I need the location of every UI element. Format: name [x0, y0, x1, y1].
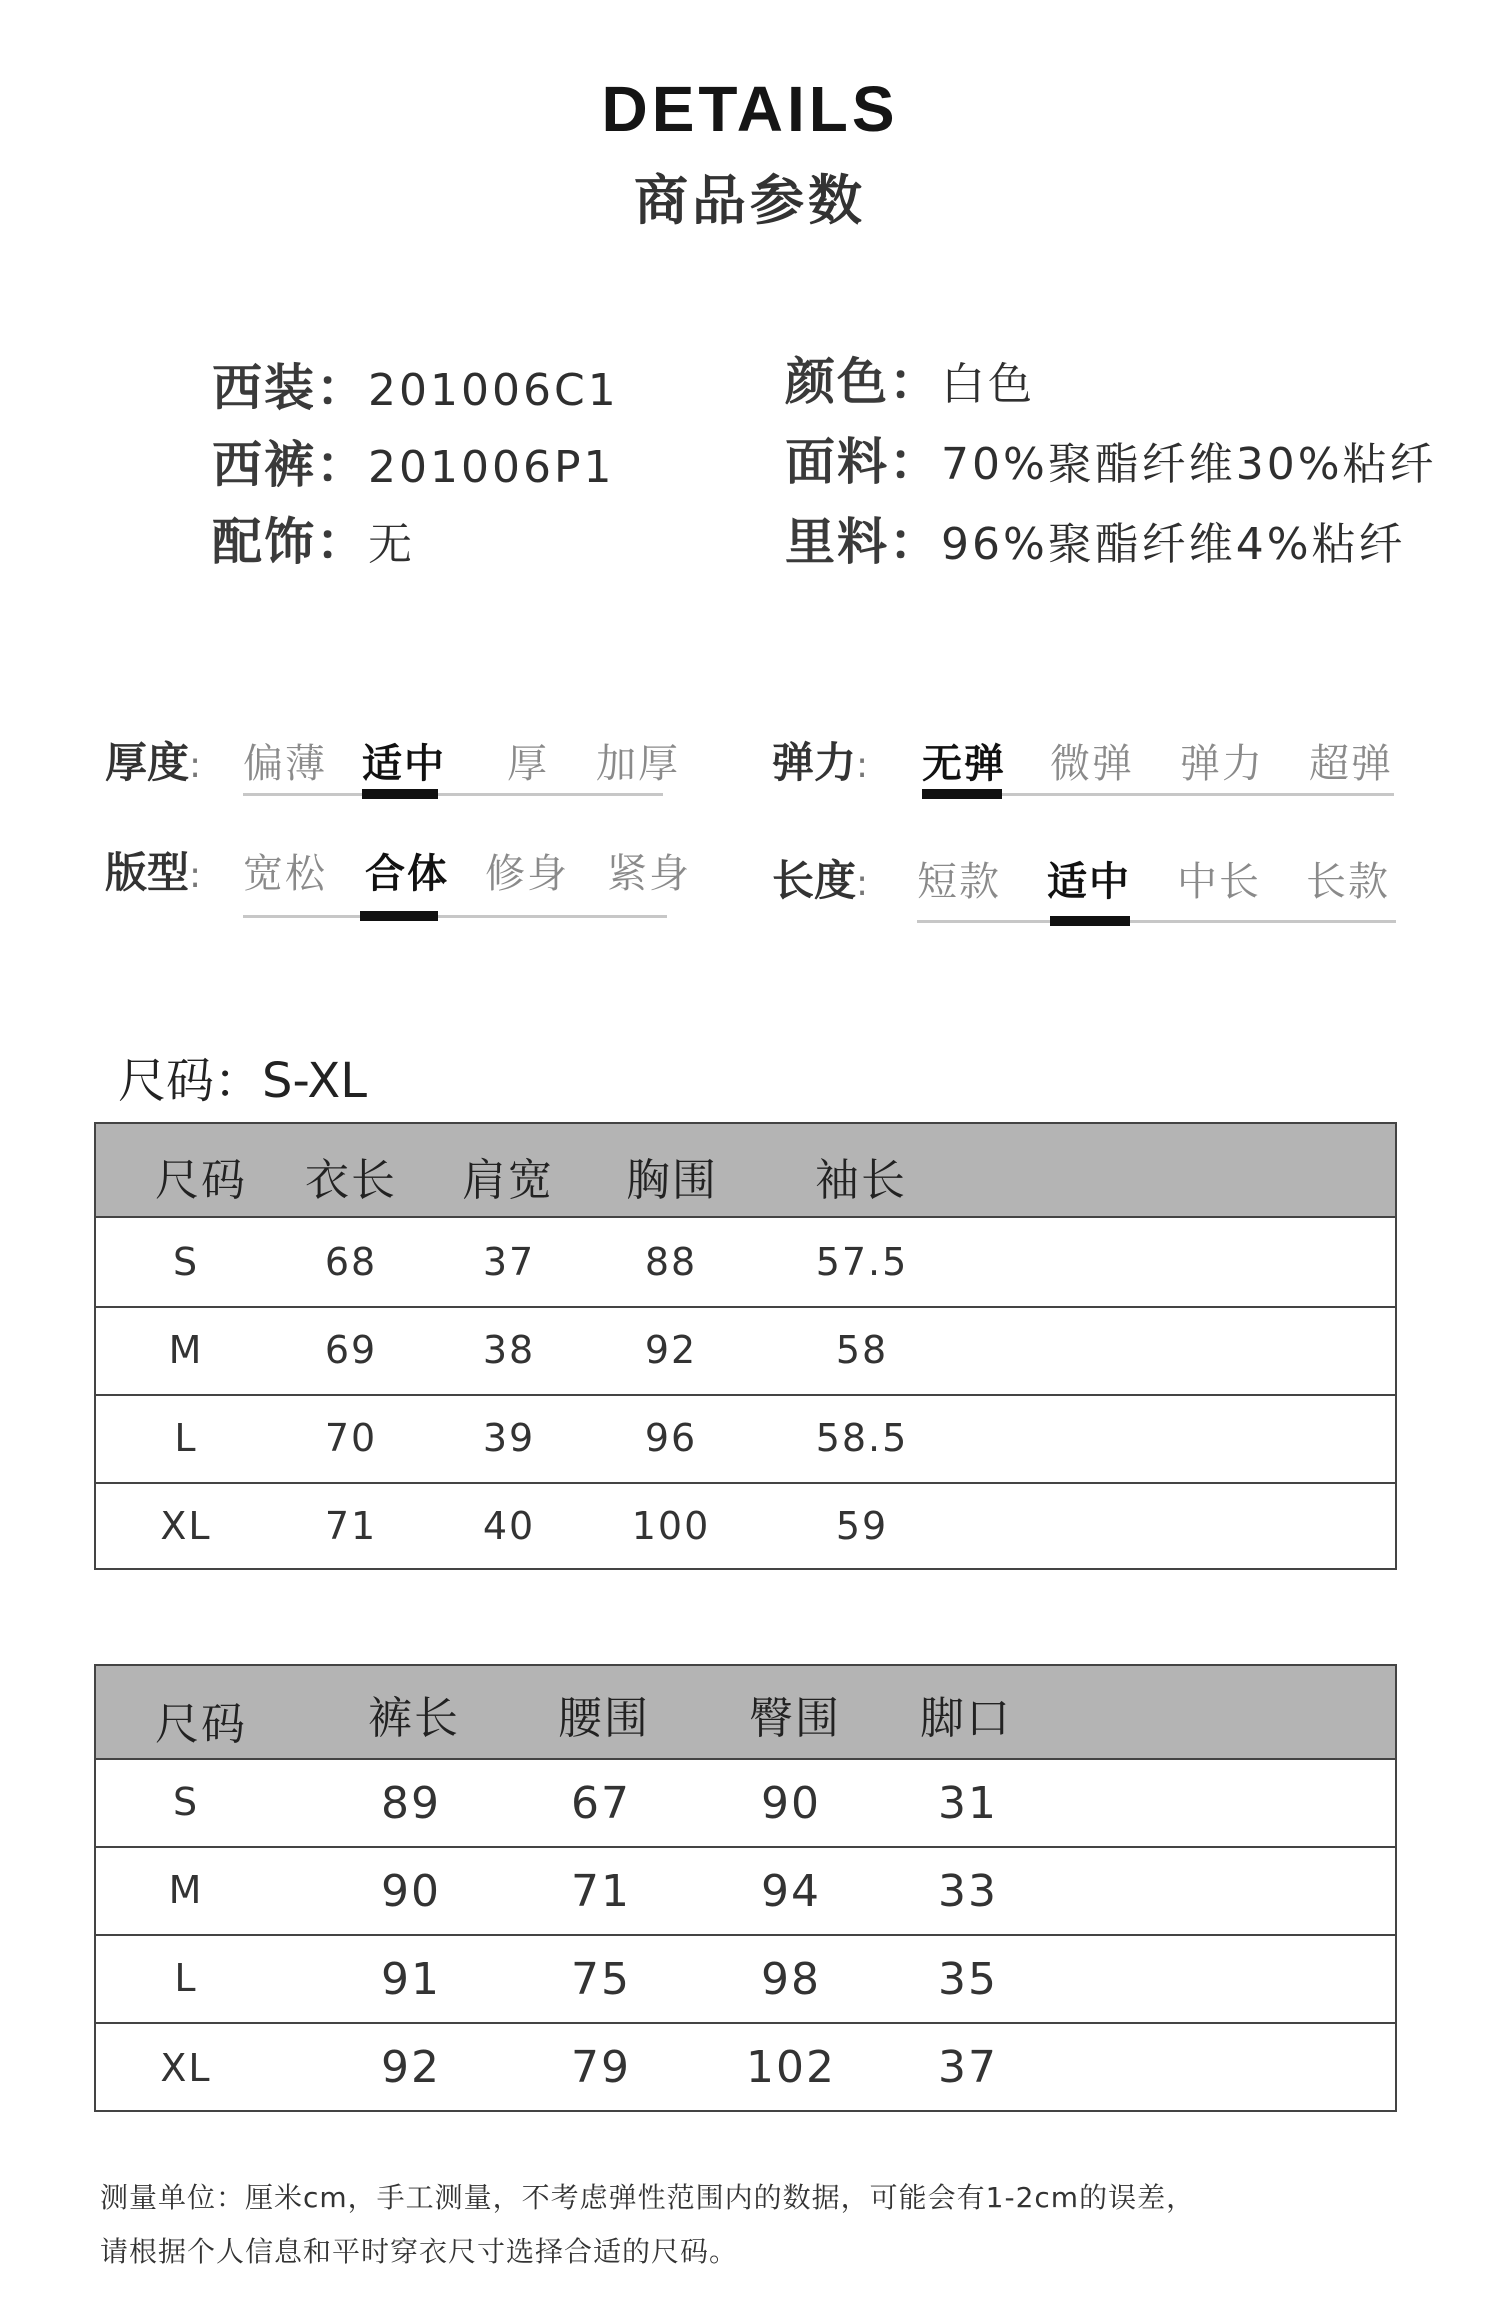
header-cell: 裤长 — [368, 1693, 460, 1744]
option-tight: 紧身 — [607, 851, 691, 897]
table-cell: 35 — [938, 1954, 998, 2005]
title-chinese: 商品参数 — [634, 169, 866, 232]
attr-label-text: 长度 — [772, 856, 857, 905]
header-cell: 衣长 — [305, 1155, 397, 1206]
table-cell: 79 — [571, 2042, 631, 2093]
attr-colon: : — [189, 855, 202, 896]
table-row — [96, 1482, 1395, 1568]
table-cell: L — [174, 1416, 198, 1460]
table-row — [96, 1306, 1395, 1396]
spec-suit — [212, 348, 619, 420]
option-mid-long: 中长 — [1177, 859, 1261, 905]
table-cell: 67 — [571, 1778, 631, 1829]
table-cell: 71 — [571, 1866, 631, 1917]
header-cell: 胸围 — [626, 1155, 718, 1206]
table-cell: 92 — [644, 1328, 698, 1372]
attr-label-text: 版型 — [105, 848, 190, 897]
attr-label-fit — [105, 840, 201, 900]
table-cell: 94 — [761, 1866, 821, 1917]
table-cell: 33 — [938, 1866, 998, 1917]
table-row — [96, 1846, 1395, 1936]
thickness-track — [243, 793, 663, 796]
option-medium-selected: 适中 — [362, 741, 446, 787]
option-length-medium-selected: 适中 — [1047, 859, 1131, 905]
header-cell: 肩宽 — [462, 1155, 554, 1206]
fit-track — [243, 915, 667, 918]
table-header — [96, 1666, 1395, 1760]
spec-value: 201006C1 — [368, 365, 619, 416]
spec-key: 西装： — [212, 359, 368, 417]
table-row — [96, 1394, 1395, 1484]
spec-lining — [785, 502, 1406, 574]
spec-key: 里料： — [785, 513, 941, 571]
table-cell: L — [174, 1956, 198, 2000]
spec-value: 白色 — [941, 359, 1035, 410]
table-row — [96, 1760, 1395, 1848]
header-cell: 尺码 — [155, 1699, 247, 1750]
spec-value: 无 — [368, 519, 415, 570]
table-cell: 71 — [324, 1504, 378, 1548]
spec-value: 96%聚酯纤维4%粘纤 — [941, 519, 1406, 570]
measurement-note-line-2: 请根据个人信息和平时穿衣尺寸选择合适的尺码。 — [100, 2235, 739, 2268]
spec-fabric — [785, 422, 1437, 494]
header-cell: 腰围 — [558, 1693, 650, 1744]
table-cell: XL — [160, 2046, 212, 2090]
table-cell: 40 — [482, 1504, 536, 1548]
length-track — [917, 920, 1396, 923]
table-row — [96, 1218, 1395, 1308]
attr-colon: : — [856, 745, 869, 786]
option-no-stretch-selected: 无弹 — [922, 741, 1006, 787]
table-cell: 69 — [324, 1328, 378, 1372]
option-long: 长款 — [1306, 859, 1390, 905]
table-header — [96, 1124, 1395, 1218]
header-cell: 臀围 — [749, 1693, 841, 1744]
table-cell: 58.5 — [815, 1416, 909, 1460]
attr-colon: : — [189, 745, 202, 786]
option-thin: 偏薄 — [243, 741, 327, 787]
table-row — [96, 2022, 1395, 2110]
table-cell: 58 — [835, 1328, 889, 1372]
spec-key: 配饰： — [212, 513, 368, 571]
table-cell: 90 — [381, 1866, 441, 1917]
thickness-selected-marker — [362, 789, 438, 799]
option-slim: 修身 — [485, 851, 569, 897]
table-cell: 37 — [938, 2042, 998, 2093]
attr-label-length — [772, 848, 868, 908]
attr-colon: : — [856, 863, 869, 904]
table-cell: 89 — [381, 1778, 441, 1829]
table-cell: M — [168, 1868, 204, 1912]
table-cell: 38 — [482, 1328, 536, 1372]
option-slight-stretch: 微弹 — [1050, 741, 1134, 787]
spec-value: 70%聚酯纤维30%粘纤 — [941, 439, 1437, 490]
option-loose: 宽松 — [243, 851, 327, 897]
table-cell: 39 — [482, 1416, 536, 1460]
option-stretch: 弹力 — [1180, 741, 1264, 787]
option-extra-thick: 加厚 — [596, 741, 680, 787]
table-cell: 31 — [938, 1778, 998, 1829]
jacket-size-table — [94, 1122, 1397, 1570]
fit-selected-marker — [360, 911, 438, 921]
table-cell: 91 — [381, 1954, 441, 2005]
table-cell: 98 — [761, 1954, 821, 2005]
table-cell: 57.5 — [815, 1240, 909, 1284]
table-cell: 88 — [644, 1240, 698, 1284]
table-cell: 90 — [761, 1778, 821, 1829]
header-cell: 脚口 — [920, 1693, 1012, 1744]
table-cell: 96 — [644, 1416, 698, 1460]
spec-key: 西裤： — [212, 436, 368, 494]
header-cell: 袖长 — [815, 1155, 907, 1206]
option-regular-selected: 合体 — [365, 851, 449, 897]
table-cell: XL — [160, 1504, 212, 1548]
attr-label-thickness — [105, 730, 201, 790]
table-cell: S — [172, 1240, 200, 1284]
spec-pants — [212, 425, 615, 497]
measurement-note-line-1: 测量单位：厘米cm，手工测量，不考虑弹性范围内的数据，可能会有1-2cm的误差， — [100, 2181, 1196, 2214]
table-cell: 75 — [571, 1954, 631, 2005]
table-row — [96, 1934, 1395, 2024]
spec-color — [785, 342, 1035, 414]
length-selected-marker — [1050, 916, 1130, 926]
size-range-label: 尺码：S-XL — [118, 1053, 368, 1109]
table-cell: S — [172, 1780, 200, 1824]
elasticity-selected-marker — [922, 789, 1002, 799]
spec-accessory — [212, 502, 415, 574]
table-cell: 100 — [631, 1504, 711, 1548]
table-cell: 37 — [482, 1240, 536, 1284]
spec-key: 颜色： — [785, 353, 941, 411]
option-short: 短款 — [917, 859, 1001, 905]
table-cell: 92 — [381, 2042, 441, 2093]
table-cell: 102 — [746, 2042, 836, 2093]
option-thick: 厚 — [507, 741, 549, 787]
option-super-stretch: 超弹 — [1309, 741, 1393, 787]
table-cell: 59 — [835, 1504, 889, 1548]
table-cell: 70 — [324, 1416, 378, 1460]
attr-label-text: 厚度 — [105, 738, 190, 787]
pants-size-table — [94, 1664, 1397, 2112]
spec-value: 201006P1 — [368, 442, 615, 493]
attr-label-elasticity — [772, 730, 868, 790]
header-cell: 尺码 — [155, 1155, 247, 1206]
table-cell: 68 — [324, 1240, 378, 1284]
attr-label-text: 弹力 — [772, 738, 857, 787]
title-english: DETAILS — [601, 73, 899, 145]
table-cell: M — [168, 1328, 204, 1372]
spec-key: 面料： — [785, 433, 941, 491]
